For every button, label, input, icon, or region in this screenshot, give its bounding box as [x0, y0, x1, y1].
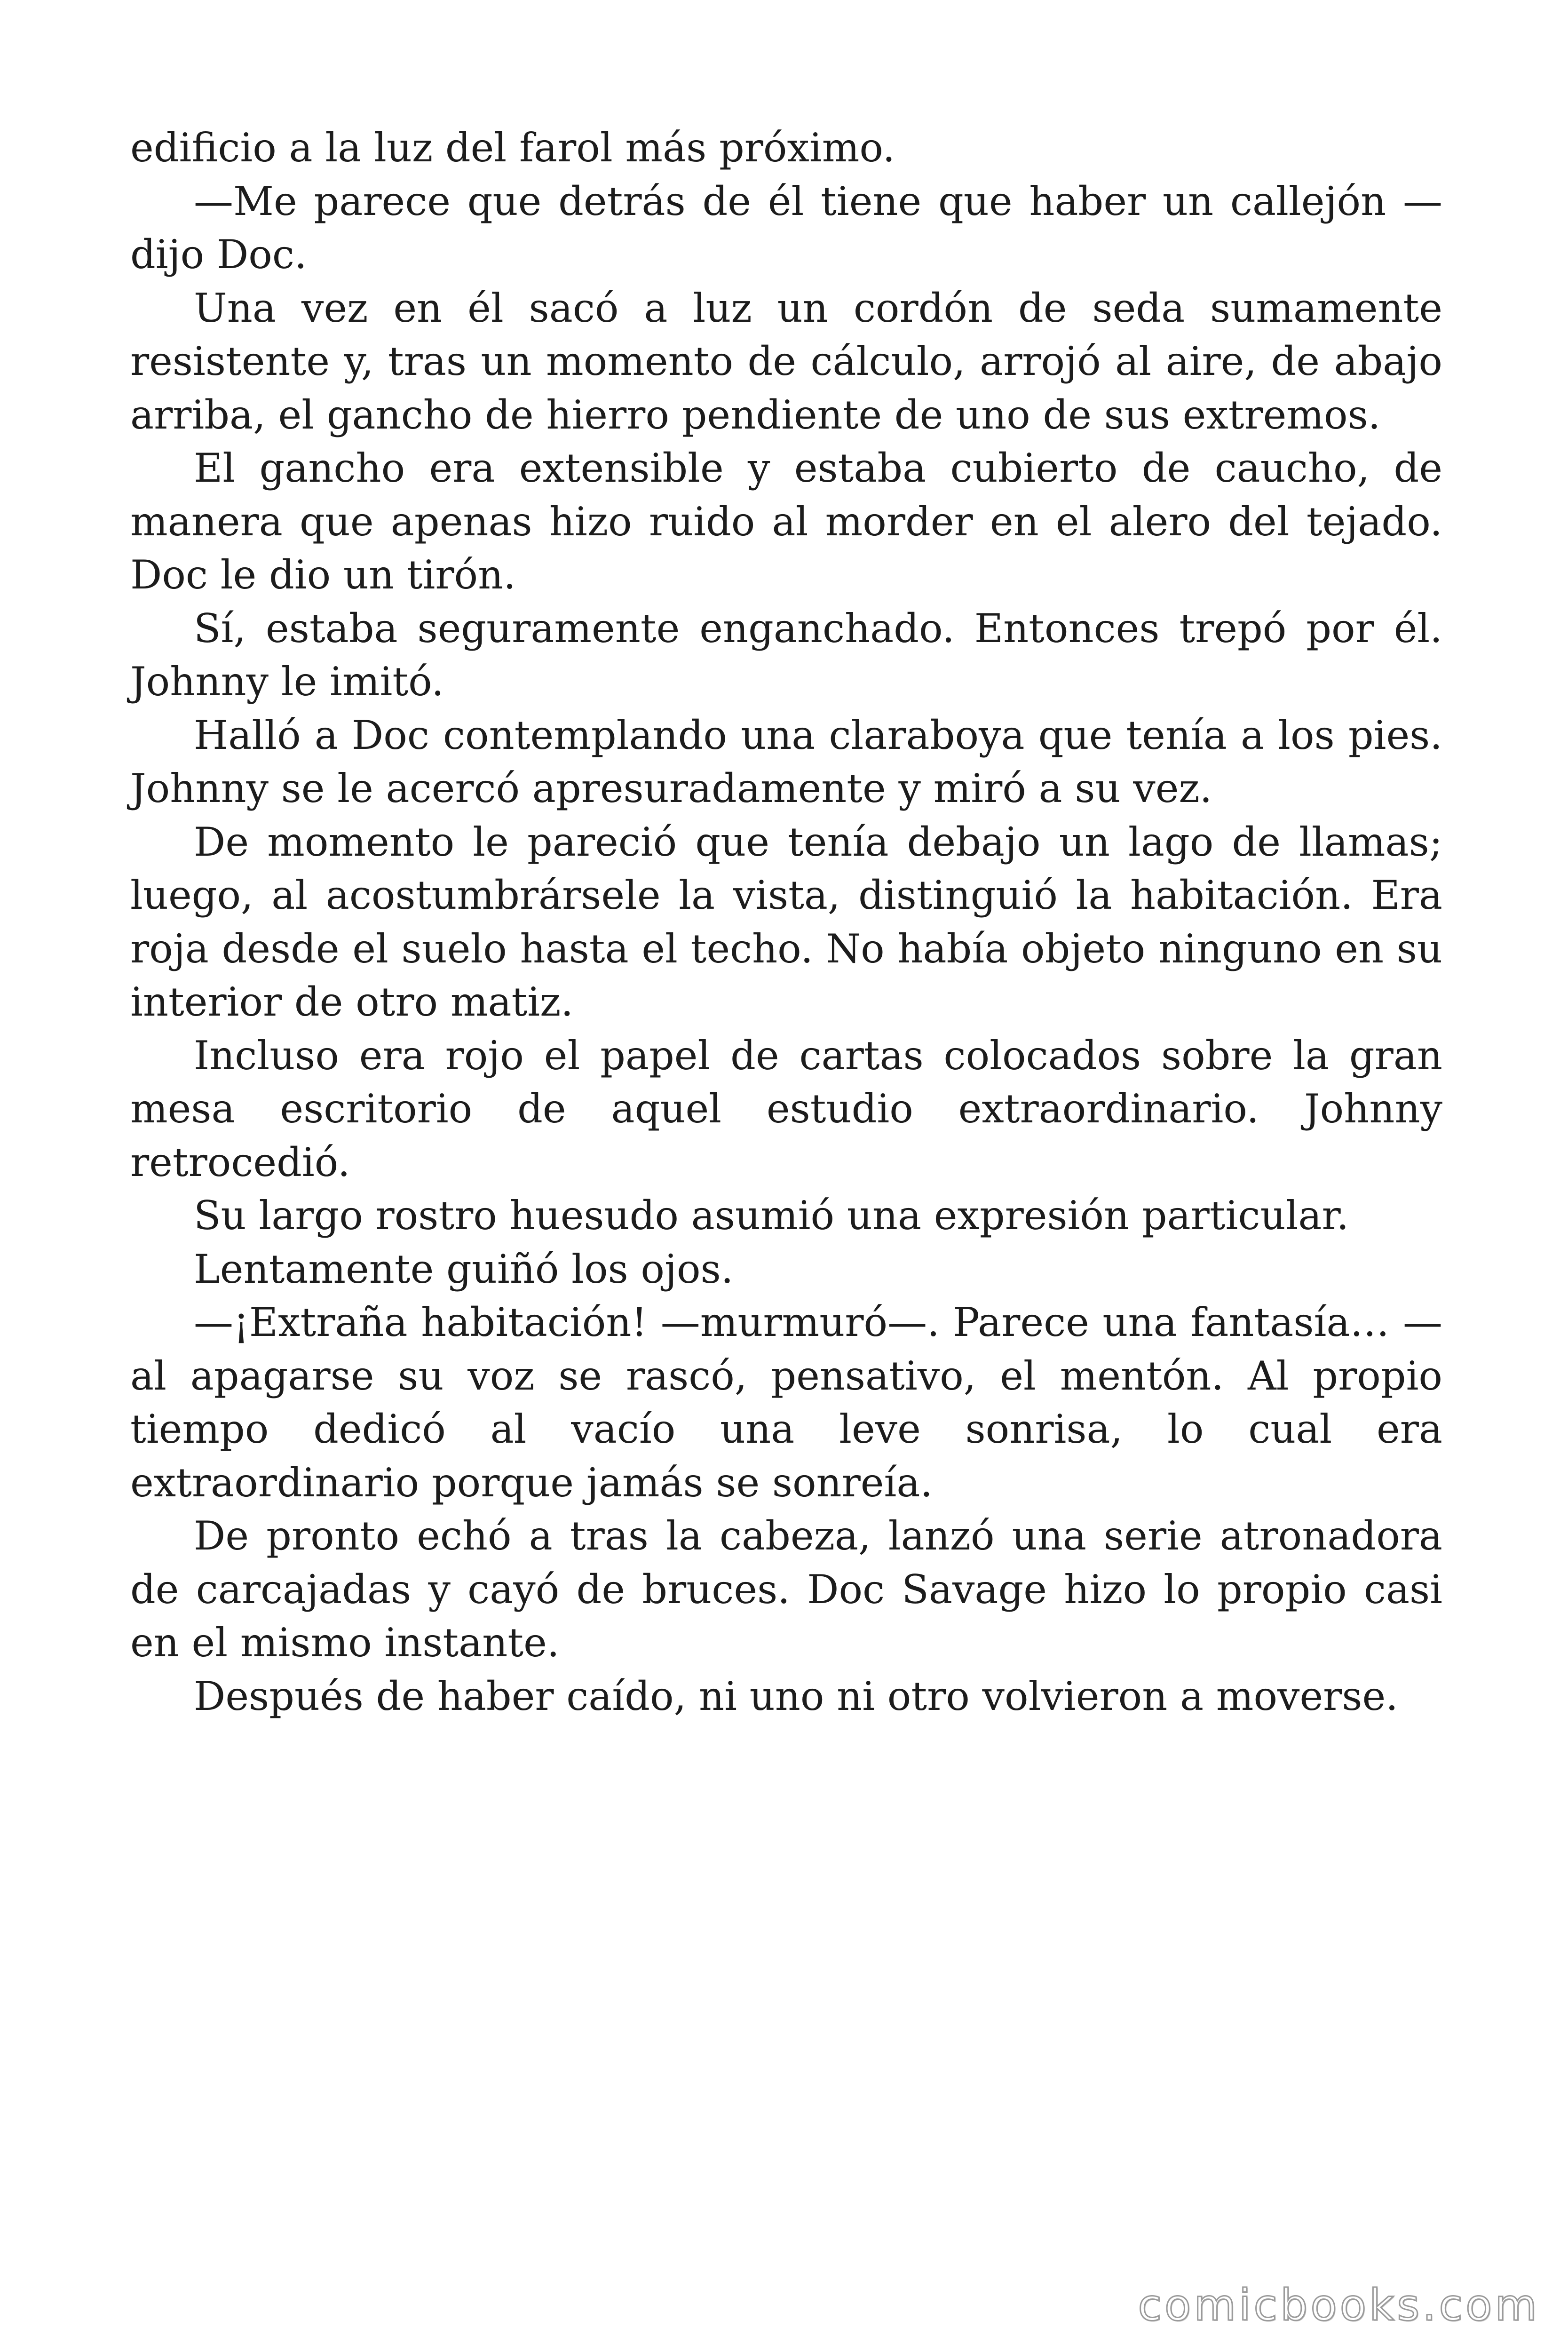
paragraph: Una vez en él sacó a luz un cordón de seda sumamente resistente y, tras un momento de cálculo, arrojó al aire, de abajo arriba, el gancho de hierro pendiente de uno de sus extremos.: [130, 285, 1442, 438]
paragraph: De pronto echó a tras la cabeza, lanzó una serie atronadora de carcajadas y cayó de bruces. Doc Savage hizo lo propio casi en el mismo instante.: [130, 1513, 1442, 1666]
paragraph: —Me parece que detrás de él tiene que haber un callejón —dijo Doc.: [130, 178, 1442, 278]
paragraph: Lentamente guiñó los ojos.: [194, 1246, 734, 1292]
paragraph: El gancho era extensible y estaba cubierto de caucho, de manera que apenas hizo ruido al morder en el alero del tejado. Doc le dio un tirón.: [130, 445, 1442, 598]
paragraph: edificio a la luz del farol más próximo.: [130, 125, 895, 171]
paragraph: De momento le pareció que tenía debajo un lago de llamas; luego, al acostumbrársele la vista, distinguió la habitación. Era roja desde el suelo hasta el techo. No había objeto ninguno en su interior de otro matiz.: [130, 818, 1442, 1025]
paragraph: Sí, estaba seguramente enganchado. Entonces trepó por él. Johnny le imitó.: [130, 605, 1442, 705]
paragraph: Halló a Doc contemplando una claraboya que tenía a los pies. Johnny se le acercó apresuradamente y miró a su vez.: [130, 712, 1442, 811]
paragraph: —¡Extraña habitación! —murmuró—. Parece una fantasía… —al apagarse su voz se rascó, pensativo, el mentón. Al propio tiempo dedicó al vacío una leve sonrisa, lo cual era extraordinario porque jamás se sonreía.: [130, 1299, 1442, 1506]
paragraph: Después de haber caído, ni uno ni otro volvieron a moverse.: [194, 1673, 1398, 1719]
body-text: [130, 121, 1442, 1723]
watermark-logo: comicbooks.com: [1138, 2280, 1540, 2330]
paragraph: Incluso era rojo el papel de cartas colocados sobre la gran mesa escritorio de aquel estudio extraordinario. Johnny retrocedió.: [130, 1032, 1442, 1185]
paragraph: Su largo rostro huesudo asumió una expresión particular.: [194, 1192, 1349, 1239]
